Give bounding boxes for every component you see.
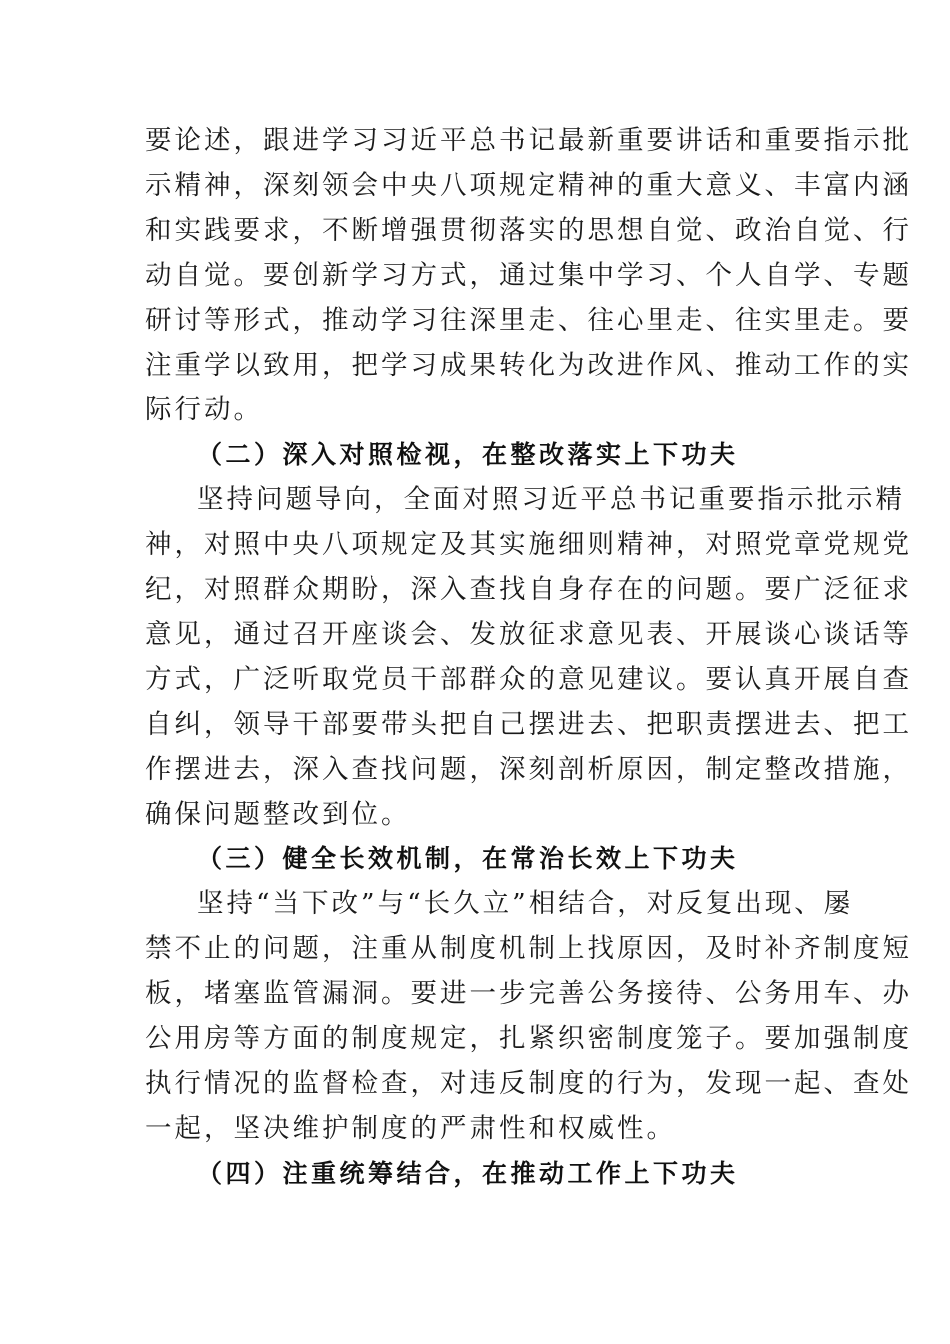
body-text-line: 一起，坚决维护制度的严肃性和权威性。 (145, 1113, 676, 1144)
body-text-line: 坚持问题导向，全面对照习近平总书记重要指示批示精 (197, 484, 905, 515)
body-text-line: 神，对照中央八项规定及其实施细则精神，对照党章党规党 (145, 529, 912, 560)
body-text-line: 意见，通过召开座谈会、发放征求意见表、开展谈心谈话等 (145, 619, 912, 650)
body-text-line: 注重学以致用，把学习成果转化为改进作风、推动工作的实 (145, 350, 912, 381)
body-text-line: 禁不止的问题，注重从制度机制上找原因，及时补齐制度短 (145, 933, 912, 964)
section-heading: （三）健全长效机制，在常治长效上下功夫 (197, 844, 739, 873)
body-text-line: 公用房等方面的制度规定，扎紧织密制度笼子。要加强制度 (145, 1023, 912, 1054)
body-text-line: 动自觉。要创新学习方式，通过集中学习、个人自学、专题 (145, 260, 912, 291)
body-text-line: 研讨等形式，推动学习往深里走、往心里走、往实里走。要 (145, 305, 912, 336)
body-text-line: 确保问题整改到位。 (145, 799, 411, 830)
body-text-line: 示精神，深刻领会中央八项规定精神的重大意义、丰富内涵 (145, 170, 912, 201)
section-heading: （二）深入对照检视，在整改落实上下功夫 (197, 440, 739, 469)
body-text-line: 纪，对照群众期盼，深入查找自身存在的问题。要广泛征求 (145, 574, 912, 605)
body-text-line: 要论述，跟进学习习近平总书记最新重要讲话和重要指示批 (145, 125, 912, 156)
body-text-line: 际行动。 (145, 394, 263, 425)
body-text-line: 坚持“当下改”与“长久立”相结合，对反复出现、屡 (197, 888, 854, 919)
body-text-line: 板，堵塞监管漏洞。要进一步完善公务接待、公务用车、办 (145, 978, 912, 1009)
body-text-line: 执行情况的监督检查，对违反制度的行为，发现一起、查处 (145, 1068, 912, 1099)
body-text-line: 自纠，领导干部要带头把自己摆进去、把职责摆进去、把工 (145, 709, 912, 740)
body-text-line: 方式，广泛听取党员干部群众的意见建议。要认真开展自查 (145, 664, 912, 695)
body-text-line: 作摆进去，深入查找问题，深刻剖析原因，制定整改措施， (145, 754, 912, 785)
section-heading: （四）注重统筹结合，在推动工作上下功夫 (197, 1159, 739, 1188)
body-text-line: 和实践要求，不断增强贯彻落实的思想自觉、政治自觉、行 (145, 215, 912, 246)
